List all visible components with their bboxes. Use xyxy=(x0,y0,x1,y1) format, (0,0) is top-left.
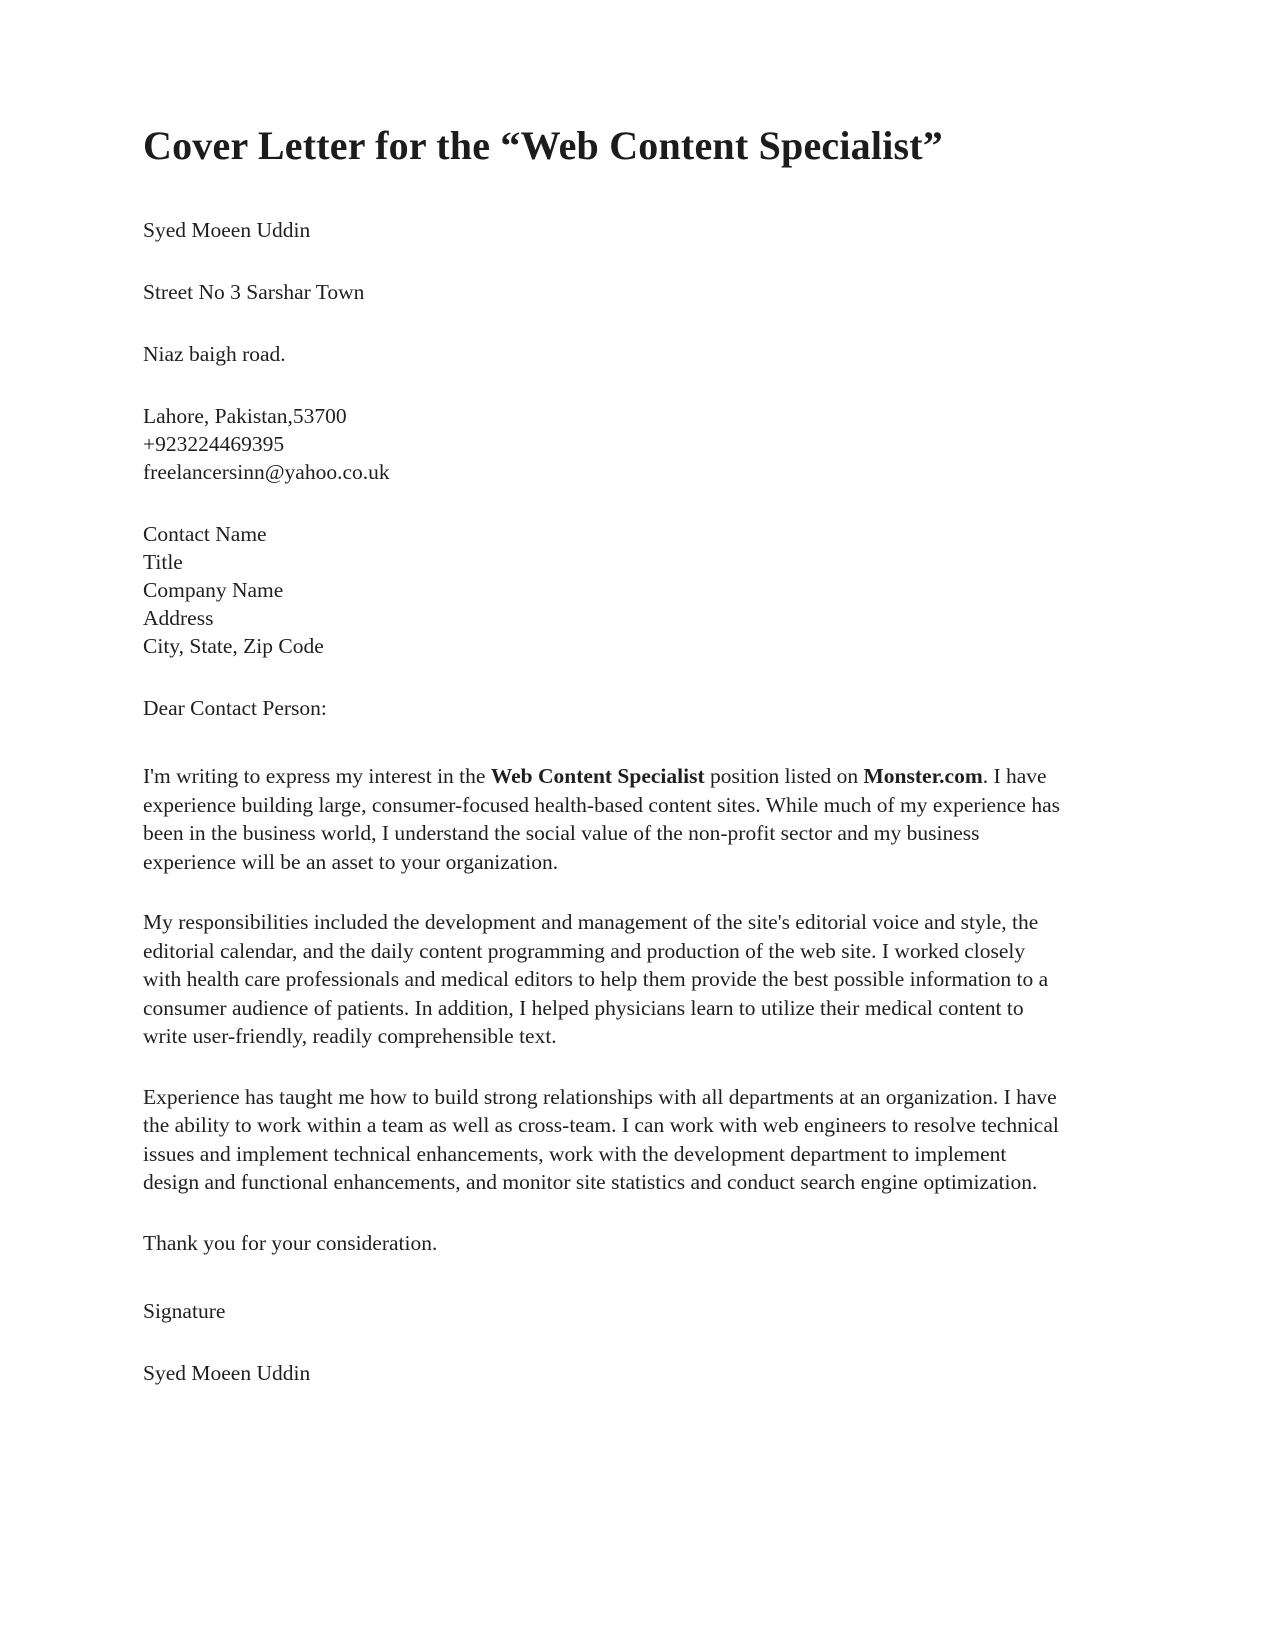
recipient-company-name: Company Name xyxy=(143,578,284,602)
signature-label-block xyxy=(143,1297,1063,1325)
sender-city-line: Lahore, Pakistan,53700 xyxy=(143,404,347,428)
recipient-title: Title xyxy=(143,550,183,574)
salutation: Dear Contact Person: xyxy=(143,696,327,720)
sender-contact-block xyxy=(143,402,1063,486)
sender-name: Syed Moeen Uddin xyxy=(143,218,311,242)
paragraph1-bold-position-title: Web Content Specialist xyxy=(490,764,705,788)
paragraph1-bold-monster: Monster.com xyxy=(863,764,983,788)
recipient-block xyxy=(143,520,1063,660)
closing-block xyxy=(143,1229,1063,1257)
closing-text: Thank you for your consideration. xyxy=(143,1230,438,1255)
sender-street-block xyxy=(143,278,1063,306)
sender-phone: +923224469395 xyxy=(143,432,285,456)
sender-street: Street No 3 Sarshar Town xyxy=(143,280,365,304)
sender-road: Niaz baigh road. xyxy=(143,342,286,366)
recipient-address: Address xyxy=(143,606,214,630)
paragraph1-segment-3: . I have experience building large, consumer-focused health-based content sites. While much of my experience has been in the business world, I understand the social value of the non-profit sector and my business experience will be an asset to your organization. xyxy=(143,764,1060,874)
document-title: Cover Letter for the “Web Content Specialist” xyxy=(143,123,943,168)
paragraph1-segment-1: I'm writing to express my interest in the xyxy=(143,764,491,788)
signature-name-block xyxy=(143,1359,1063,1387)
recipient-contact-name: Contact Name xyxy=(143,522,267,546)
body-paragraph-2: My responsibilities included the development and management of the site's editorial voice and style, the editorial calendar, and the daily content programming and production of the web site. I worked closely with health care professionals and medical editors to help them provide the best possible information to a consumer audience of patients. In addition, I helped physicians learn to utilize their medical content to write user-friendly, readily comprehensible text. xyxy=(143,910,1049,1048)
paragraph1-segment-2: position listed on xyxy=(704,764,864,788)
signature-label: Signature xyxy=(143,1298,226,1323)
salutation-block xyxy=(143,694,1063,722)
sender-name-block xyxy=(143,216,1063,244)
signature-name: Syed Moeen Uddin xyxy=(143,1360,311,1385)
body-paragraph-1 xyxy=(143,762,1063,876)
body-paragraph-3: Experience has taught me how to build strong relationships with all departments at an organization. I have the ability to work within a team as well as cross-team. I can work with web engineers to resolve technical issues and implement technical enhancements, work with the development department to implement design and functional enhancements, and monitor site statistics and conduct search engine optimization. xyxy=(143,1084,1059,1194)
sender-email: freelancersinn@yahoo.co.uk xyxy=(143,460,390,484)
recipient-city-state-zip: City, State, Zip Code xyxy=(143,634,324,658)
sender-road-block xyxy=(143,340,1063,368)
